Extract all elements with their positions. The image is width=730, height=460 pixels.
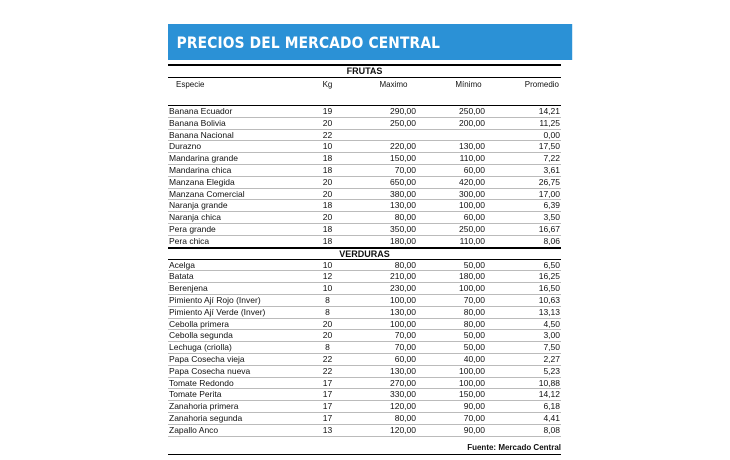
cell-minimo: 130,00 [432, 141, 505, 153]
table-row [168, 235, 561, 247]
table-row [168, 141, 561, 153]
cell-maximo: 210,00 [355, 271, 432, 283]
cell-minimo: 100,00 [432, 365, 505, 377]
cell-minimo: 180,00 [432, 271, 505, 283]
cell-kg: 10 [300, 141, 355, 153]
cell-kg: 22 [300, 129, 355, 141]
cell-especie: Cebolla segunda [168, 330, 300, 342]
cell-especie: Pimiento Ají Verde (Inver) [168, 306, 300, 318]
cell-promedio: 4,41 [505, 412, 561, 424]
cell-minimo: 80,00 [432, 306, 505, 318]
cell-promedio: 2,27 [505, 353, 561, 365]
table-row [168, 412, 561, 424]
header-promedio: Promedio [505, 78, 561, 106]
cell-promedio: 17,50 [505, 141, 561, 153]
cell-minimo: 70,00 [432, 294, 505, 306]
cell-especie: Manzana Comercial [168, 188, 300, 200]
cell-minimo: 420,00 [432, 176, 505, 188]
cell-especie: Cebolla primera [168, 318, 300, 330]
cell-promedio: 16,25 [505, 271, 561, 283]
cell-maximo: 120,00 [355, 424, 432, 436]
cell-promedio: 6,50 [505, 259, 561, 271]
cell-kg: 10 [300, 259, 355, 271]
cell-promedio: 16,50 [505, 283, 561, 295]
cell-maximo [355, 129, 432, 141]
table-row [168, 223, 561, 235]
cell-minimo: 50,00 [432, 330, 505, 342]
cell-especie: Tomate Perita [168, 389, 300, 401]
cell-kg: 10 [300, 283, 355, 295]
cell-minimo: 90,00 [432, 401, 505, 413]
cell-especie: Pera grande [168, 223, 300, 235]
cell-kg: 18 [300, 200, 355, 212]
cell-especie: Papa Cosecha nueva [168, 365, 300, 377]
cell-promedio: 26,75 [505, 176, 561, 188]
cell-especie: Zapallo Anco [168, 424, 300, 436]
cell-promedio: 3,50 [505, 212, 561, 224]
cell-especie: Papa Cosecha vieja [168, 353, 300, 365]
cell-promedio: 6,18 [505, 401, 561, 413]
cell-minimo: 100,00 [432, 377, 505, 389]
header-especie: Especie [168, 78, 300, 106]
cell-promedio: 10,63 [505, 294, 561, 306]
cell-kg: 8 [300, 294, 355, 306]
cell-maximo: 70,00 [355, 164, 432, 176]
cell-minimo: 100,00 [432, 283, 505, 295]
cell-minimo: 110,00 [432, 153, 505, 165]
cell-minimo: 200,00 [432, 117, 505, 129]
title-bar [168, 24, 572, 60]
cell-maximo: 100,00 [355, 318, 432, 330]
cell-maximo: 70,00 [355, 330, 432, 342]
cell-kg: 17 [300, 401, 355, 413]
cell-kg: 13 [300, 424, 355, 436]
cell-kg: 20 [300, 318, 355, 330]
cell-minimo: 50,00 [432, 259, 505, 271]
cell-maximo: 120,00 [355, 401, 432, 413]
cell-promedio: 8,08 [505, 424, 561, 436]
cell-kg: 22 [300, 365, 355, 377]
cell-minimo: 50,00 [432, 342, 505, 354]
cell-especie: Mandarina chica [168, 164, 300, 176]
price-table [168, 77, 561, 437]
cell-especie: Banana Ecuador [168, 106, 300, 118]
cell-especie: Tomate Redondo [168, 377, 300, 389]
cell-promedio: 16,67 [505, 223, 561, 235]
cell-maximo: 650,00 [355, 176, 432, 188]
cell-maximo: 180,00 [355, 235, 432, 247]
price-card [168, 24, 561, 455]
cell-kg: 22 [300, 353, 355, 365]
table-row [168, 389, 561, 401]
cell-maximo: 330,00 [355, 389, 432, 401]
cell-especie: Pimiento Ají Rojo (Inver) [168, 294, 300, 306]
cell-especie: Naranja grande [168, 200, 300, 212]
cell-especie: Pera chica [168, 235, 300, 247]
cell-especie: Banana Nacional [168, 129, 300, 141]
cell-minimo: 70,00 [432, 412, 505, 424]
table-row [168, 117, 561, 129]
cell-kg: 17 [300, 412, 355, 424]
table-row [168, 153, 561, 165]
cell-especie: Batata [168, 271, 300, 283]
cell-especie: Naranja chica [168, 212, 300, 224]
table-row [168, 365, 561, 377]
cell-promedio: 4,50 [505, 318, 561, 330]
cell-maximo: 80,00 [355, 412, 432, 424]
cell-kg: 20 [300, 330, 355, 342]
table-row [168, 188, 561, 200]
cell-maximo: 130,00 [355, 306, 432, 318]
cell-maximo: 380,00 [355, 188, 432, 200]
section-row-verduras [168, 248, 561, 260]
cell-maximo: 350,00 [355, 223, 432, 235]
cell-especie: Zanahoria primera [168, 401, 300, 413]
table-row [168, 283, 561, 295]
cell-promedio: 11,25 [505, 117, 561, 129]
cell-promedio: 8,06 [505, 235, 561, 247]
cell-promedio: 7,22 [505, 153, 561, 165]
table-row [168, 342, 561, 354]
cell-especie: Mandarina grande [168, 153, 300, 165]
table-row [168, 200, 561, 212]
cell-especie: Durazno [168, 141, 300, 153]
cell-promedio: 3,00 [505, 330, 561, 342]
cell-kg: 12 [300, 271, 355, 283]
cell-especie: Banana Bolivia [168, 117, 300, 129]
table-row [168, 271, 561, 283]
cell-kg: 8 [300, 306, 355, 318]
cell-kg: 20 [300, 212, 355, 224]
cell-kg: 18 [300, 153, 355, 165]
table-row [168, 176, 561, 188]
cell-maximo: 100,00 [355, 294, 432, 306]
cell-promedio: 14,21 [505, 106, 561, 118]
cell-minimo: 250,00 [432, 106, 505, 118]
cell-minimo: 150,00 [432, 389, 505, 401]
cell-minimo: 90,00 [432, 424, 505, 436]
table-row [168, 306, 561, 318]
cell-promedio: 7,50 [505, 342, 561, 354]
cell-maximo: 60,00 [355, 353, 432, 365]
table-row [168, 353, 561, 365]
cell-kg: 17 [300, 377, 355, 389]
cell-maximo: 250,00 [355, 117, 432, 129]
cell-promedio: 5,23 [505, 365, 561, 377]
cell-kg: 20 [300, 117, 355, 129]
cell-promedio: 6,39 [505, 200, 561, 212]
cell-especie: Berenjena [168, 283, 300, 295]
cell-kg: 17 [300, 389, 355, 401]
cell-kg: 19 [300, 106, 355, 118]
table-row [168, 424, 561, 436]
table-row [168, 106, 561, 118]
cell-kg: 20 [300, 188, 355, 200]
cell-minimo: 60,00 [432, 212, 505, 224]
cell-promedio: 3,61 [505, 164, 561, 176]
cell-kg: 18 [300, 235, 355, 247]
table-row [168, 212, 561, 224]
cell-maximo: 290,00 [355, 106, 432, 118]
cell-promedio: 0,00 [505, 129, 561, 141]
table-row [168, 129, 561, 141]
cell-maximo: 80,00 [355, 212, 432, 224]
cell-minimo: 100,00 [432, 200, 505, 212]
cell-minimo: 300,00 [432, 188, 505, 200]
cell-minimo: 250,00 [432, 223, 505, 235]
table-row [168, 318, 561, 330]
cell-maximo: 220,00 [355, 141, 432, 153]
table-row [168, 294, 561, 306]
frutas-rows [168, 106, 561, 248]
cell-promedio: 14,12 [505, 389, 561, 401]
cell-minimo: 60,00 [432, 164, 505, 176]
cell-especie: Manzana Elegida [168, 176, 300, 188]
header-minimo: Mínimo [432, 78, 505, 106]
header-maximo: Maximo [355, 78, 432, 106]
cell-minimo: 80,00 [432, 318, 505, 330]
table-row [168, 401, 561, 413]
table-row [168, 377, 561, 389]
cell-maximo: 230,00 [355, 283, 432, 295]
header-kg: Kg [300, 78, 355, 106]
page-title: PRECIOS DEL MERCADO CENTRAL [176, 32, 441, 52]
cell-maximo: 70,00 [355, 342, 432, 354]
cell-minimo: 40,00 [432, 353, 505, 365]
cell-minimo: 110,00 [432, 235, 505, 247]
source-note: Fuente: Mercado Central [168, 443, 561, 455]
table-header-row [168, 78, 561, 106]
cell-promedio: 10,88 [505, 377, 561, 389]
cell-promedio: 13,13 [505, 306, 561, 318]
cell-maximo: 150,00 [355, 153, 432, 165]
cell-kg: 18 [300, 164, 355, 176]
cell-maximo: 130,00 [355, 200, 432, 212]
cell-maximo: 130,00 [355, 365, 432, 377]
cell-promedio: 17,00 [505, 188, 561, 200]
cell-especie: Zanahoria segunda [168, 412, 300, 424]
section-label-verduras: VERDURAS [168, 248, 561, 260]
table-row [168, 259, 561, 271]
cell-kg: 20 [300, 176, 355, 188]
verduras-rows [168, 259, 561, 436]
table-row [168, 330, 561, 342]
section-label-frutas: FRUTAS [168, 64, 561, 77]
cell-especie: Acelga [168, 259, 300, 271]
cell-kg: 8 [300, 342, 355, 354]
cell-minimo [432, 129, 505, 141]
cell-maximo: 270,00 [355, 377, 432, 389]
cell-especie: Lechuga (criolla) [168, 342, 300, 354]
table-row [168, 164, 561, 176]
cell-kg: 18 [300, 223, 355, 235]
cell-maximo: 80,00 [355, 259, 432, 271]
